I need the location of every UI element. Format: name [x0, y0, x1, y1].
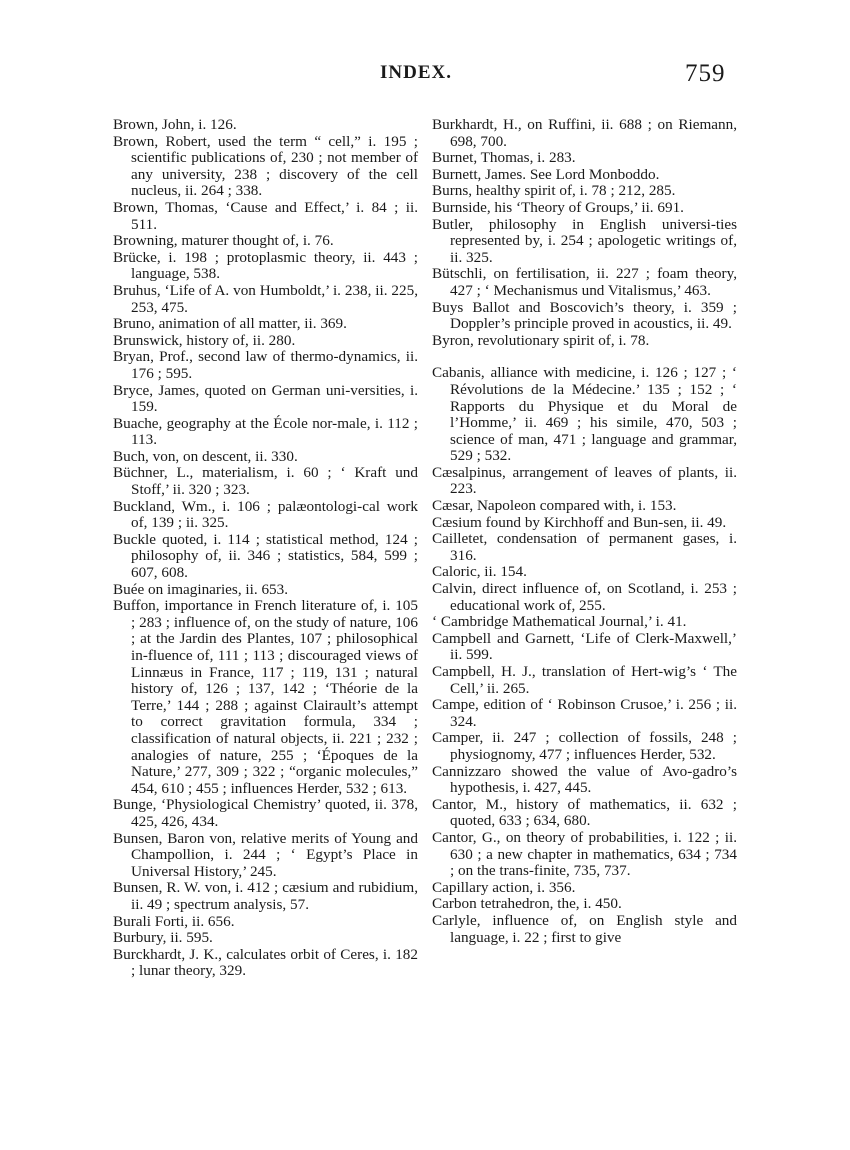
index-entry: Brown, Robert, used the term “ cell,” i. 195 ; scientific publications of, 230 ; not member of any university, 238 ; discovery of the cell nucleus, ii. 264 ; 338.: [113, 132, 418, 200]
index-entry: Buch, von, on descent, ii. 330.: [113, 447, 298, 465]
index-entry: Bunsen, R. W. von, i. 412 ; cæsium and rubidium, ii. 49 ; spectrum analysis, 57.: [113, 879, 418, 913]
index-entry: Bryce, James, quoted on German uni-versities, i. 159.: [113, 381, 418, 416]
index-entry: Carlyle, influence of, on English style and language, i. 22 ; first to give: [432, 911, 737, 946]
index-entry: Buckle quoted, i. 114 ; statistical method, 124 ; philosophy of, ii. 346 ; statistics, 584, 599 ; 607, 608.: [113, 530, 418, 582]
index-entry: Burali Forti, ii. 656.: [113, 912, 235, 930]
index-entry: Bunge, ‘Physiological Chemistry’ quoted, ii. 378, 425, 426, 434.: [113, 796, 418, 830]
left-column: [113, 117, 418, 980]
index-entry: Bruno, animation of all matter, ii. 369.: [113, 315, 347, 333]
index-entry: Carbon tetrahedron, the, i. 450.: [432, 895, 622, 913]
index-entry: Büchner, L., materialism, i. 60 ; ‘ Kraft und Stoff,’ ii. 320 ; 323.: [113, 464, 418, 499]
index-entry: Brown, Thomas, ‘Cause and Effect,’ i. 84 ; ii. 511.: [113, 198, 418, 233]
index-entry: Cæsar, Napoleon compared with, i. 153.: [432, 497, 677, 515]
index-entry: ‘ Cambridge Mathematical Journal,’ i. 41.: [432, 613, 687, 631]
page-number: 759: [685, 60, 726, 87]
index-entry: Brown, John, i. 126.: [113, 116, 237, 133]
index-entry: Buache, geography at the École nor-male, i. 112 ; 113.: [113, 414, 418, 449]
index-entry: Caloric, ii. 154.: [432, 563, 527, 581]
index-entry: Buffon, importance in French literature of, i. 105 ; 283 ; influence of, on the study of nature, 106 ; at the Jardin des Plantes, 107 ; philosophical in-fluence of, 111 ; 113 ; discouraged views of Linnæus in France, 117 ; 119, 131 ; natural history of, 126 ; 137, 142 ; ‘Théorie de la Terre,’ 144 ; 288 ; against Clairault’s attempt to correct gravitation formula, 334 ; classification of natural objects, ii. 221 ; 232 ; analogies of nature, 255 ; ‘Époques de la Nature,’ 277, 309 ; 322 ; “organic molecules,” 454, 610 ; 455 ; influences Herder, 532 ; 613.: [113, 597, 418, 797]
index-entry: Bruhus, ‘Life of A. von Humboldt,’ i. 238, ii. 225, 253, 475.: [113, 281, 418, 316]
index-entry: Burnet, Thomas, i. 283.: [432, 149, 576, 167]
index-entry: Browning, maturer thought of, i. 76.: [113, 232, 334, 250]
index-entry: Burnett, James. See Lord Monboddo.: [432, 165, 660, 183]
index-entry: Buckland, Wm., i. 106 ; palæontologi-cal work of, 139 ; ii. 325.: [113, 497, 418, 532]
index-entry: Capillary action, i. 356.: [432, 878, 576, 896]
index-entry: Bunsen, Baron von, relative merits of Young and Champollion, i. 244 ; ‘ Egypt’s Place in Universal History,’ 245.: [113, 829, 418, 880]
page-header: [0, 60, 850, 94]
index-entry: Burnside, his ‘Theory of Groups,’ ii. 691.: [432, 198, 684, 216]
index-entry: Cannizzaro showed the value of Avo-gadro’s hypothesis, i. 427, 445.: [432, 762, 737, 797]
index-entry: Burkhardt, H., on Ruffini, ii. 688 ; on Riemann, 698, 700.: [432, 116, 737, 150]
right-column: [432, 117, 737, 946]
index-entry: Cailletet, condensation of permanent gases, i. 316.: [432, 530, 737, 564]
index-entry: Butler, philosophy in English universi-ties represented by, i. 254 ; apologetic writings of, ii. 325.: [432, 215, 737, 266]
index-entry: Brunswick, history of, ii. 280.: [113, 331, 296, 349]
index-entry: Burbury, ii. 595.: [113, 929, 213, 947]
index-entry: Cabanis, alliance with medicine, i. 126 ; 127 ; ‘ Révolutions de la Médecine.’ 135 ; 152 ; ‘ Rapports du Physique et du Moral de l’Homme,’ ii. 469 ; his simile, 470, 503 ; science of man, 471 ; language and grammar, 529 ; 532.: [432, 364, 737, 465]
letter-section-gap: [432, 349, 737, 365]
index-entry: Burckhardt, J. K., calculates orbit of Ceres, i. 182 ; lunar theory, 329.: [113, 945, 418, 980]
index-entry: Brücke, i. 198 ; protoplasmic theory, ii. 443 ; language, 538.: [113, 248, 418, 283]
index-entry: Cæsium found by Kirchhoff and Bun-sen, ii. 49.: [432, 513, 727, 531]
index-entry: Campe, edition of ‘ Robinson Crusoe,’ i. 256 ; ii. 324.: [432, 696, 737, 730]
index-entry: Campbell and Garnett, ‘Life of Clerk-Maxwell,’ ii. 599.: [432, 629, 737, 664]
index-entry: Cæsalpinus, arrangement of leaves of plants, ii. 223.: [432, 463, 737, 498]
index-entry: Cantor, M., history of mathematics, ii. 632 ; quoted, 633 ; 634, 680.: [432, 795, 737, 830]
index-entry: Camper, ii. 247 ; collection of fossils, 248 ; physiognomy, 477 ; influences Herder, 532.: [432, 729, 737, 763]
index-entry: Bütschli, on fertilisation, ii. 227 ; foam theory, 427 ; ‘ Mechanismus und Vitalismus,’ 463.: [432, 265, 737, 299]
index-entry: Campbell, H. J., translation of Hert-wig’s ‘ The Cell,’ ii. 265.: [432, 663, 737, 697]
index-entry: Bryan, Prof., second law of thermo-dynamics, ii. 176 ; 595.: [113, 348, 418, 382]
index-entry: Cantor, G., on theory of probabilities, i. 122 ; ii. 630 ; a new chapter in mathematics, 634 ; 734 ; on the trans-finite, 735, 737.: [432, 828, 737, 880]
index-entry: Burns, healthy spirit of, i. 78 ; 212, 285.: [432, 182, 676, 200]
index-entry: Calvin, direct influence of, on Scotland, i. 253 ; educational work of, 255.: [432, 580, 737, 614]
index-entry: Buys Ballot and Boscovich’s theory, i. 359 ; Doppler’s principle proved in acoustics, ii. 49.: [432, 298, 737, 333]
index-entry: Byron, revolutionary spirit of, i. 78.: [432, 331, 650, 349]
index-title: INDEX.: [380, 62, 452, 83]
index-entry: Buée on imaginaries, ii. 653.: [113, 580, 289, 598]
